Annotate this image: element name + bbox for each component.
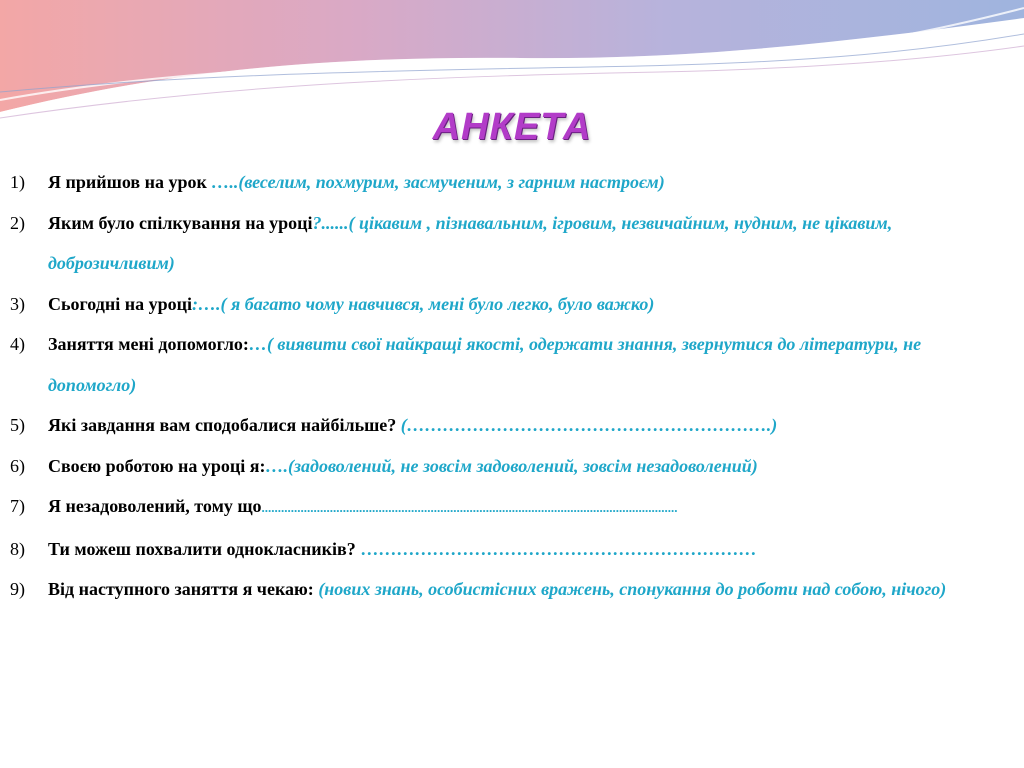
answer-options: ….(задоволений, не зовсім задоволений, зовсім незадоволений) xyxy=(265,455,758,476)
question-9 xyxy=(10,569,1000,610)
answer-options: …..(веселим, похмурим, засмученим, з гарним настроєм) xyxy=(211,172,665,192)
question-number: 9) xyxy=(10,579,25,599)
page-title: АНКЕТА xyxy=(432,106,592,148)
question-number: 6) xyxy=(10,455,25,476)
answer-options: :….( я багато чому навчився, мені було легко, було важко) xyxy=(191,293,655,314)
answer-options: (нових знань, особистісних вражень, спонукання до роботи над собою, нічого) xyxy=(318,579,947,599)
question-text: Сьогодні на уроці xyxy=(48,293,192,314)
question-1 xyxy=(10,162,1000,203)
question-number: 2) xyxy=(10,212,25,233)
answer-blank: ………………………………………………………… xyxy=(360,538,757,559)
question-number: 4) xyxy=(10,334,25,354)
question-number: 7) xyxy=(10,496,25,516)
question-text: Своєю роботою на уроці я: xyxy=(48,455,266,476)
question-text: Заняття мені допомогло: xyxy=(48,334,249,354)
survey-question-list xyxy=(10,162,1000,610)
question-8 xyxy=(10,529,1000,570)
answer-options: ?......( цікавим , пізнавальним, ігровим, незвичайним, нудним, не цікавим, доброзичливим) xyxy=(48,212,893,273)
question-number: 1) xyxy=(10,172,25,192)
answer-blank: ................................................................................................................................ xyxy=(261,500,678,515)
question-4 xyxy=(10,324,1000,405)
question-3 xyxy=(10,284,1000,325)
answer-blank: (…………………………………………………….) xyxy=(400,415,778,435)
question-text: Від наступного заняття я чекаю: xyxy=(48,579,319,599)
question-number: 8) xyxy=(10,538,25,559)
answer-options: …( виявити свої найкращі якості, одержати знання, звернутися до літератури, не допомогло) xyxy=(48,334,922,395)
question-text: Я прийшов на урок xyxy=(48,172,212,192)
question-6 xyxy=(10,446,1000,487)
question-5 xyxy=(10,405,1000,446)
question-text: Ти можеш похвалити однокласників? xyxy=(48,538,361,559)
question-number: 5) xyxy=(10,415,25,435)
question-number: 3) xyxy=(10,293,25,314)
question-text: Які завдання вам сподобалися найбільше? xyxy=(48,415,401,435)
question-7 xyxy=(10,486,1000,529)
question-text: Я незадоволений, тому що xyxy=(48,496,262,516)
question-2 xyxy=(10,203,1000,284)
question-text: Яким було спілкування на уроці xyxy=(48,212,313,233)
